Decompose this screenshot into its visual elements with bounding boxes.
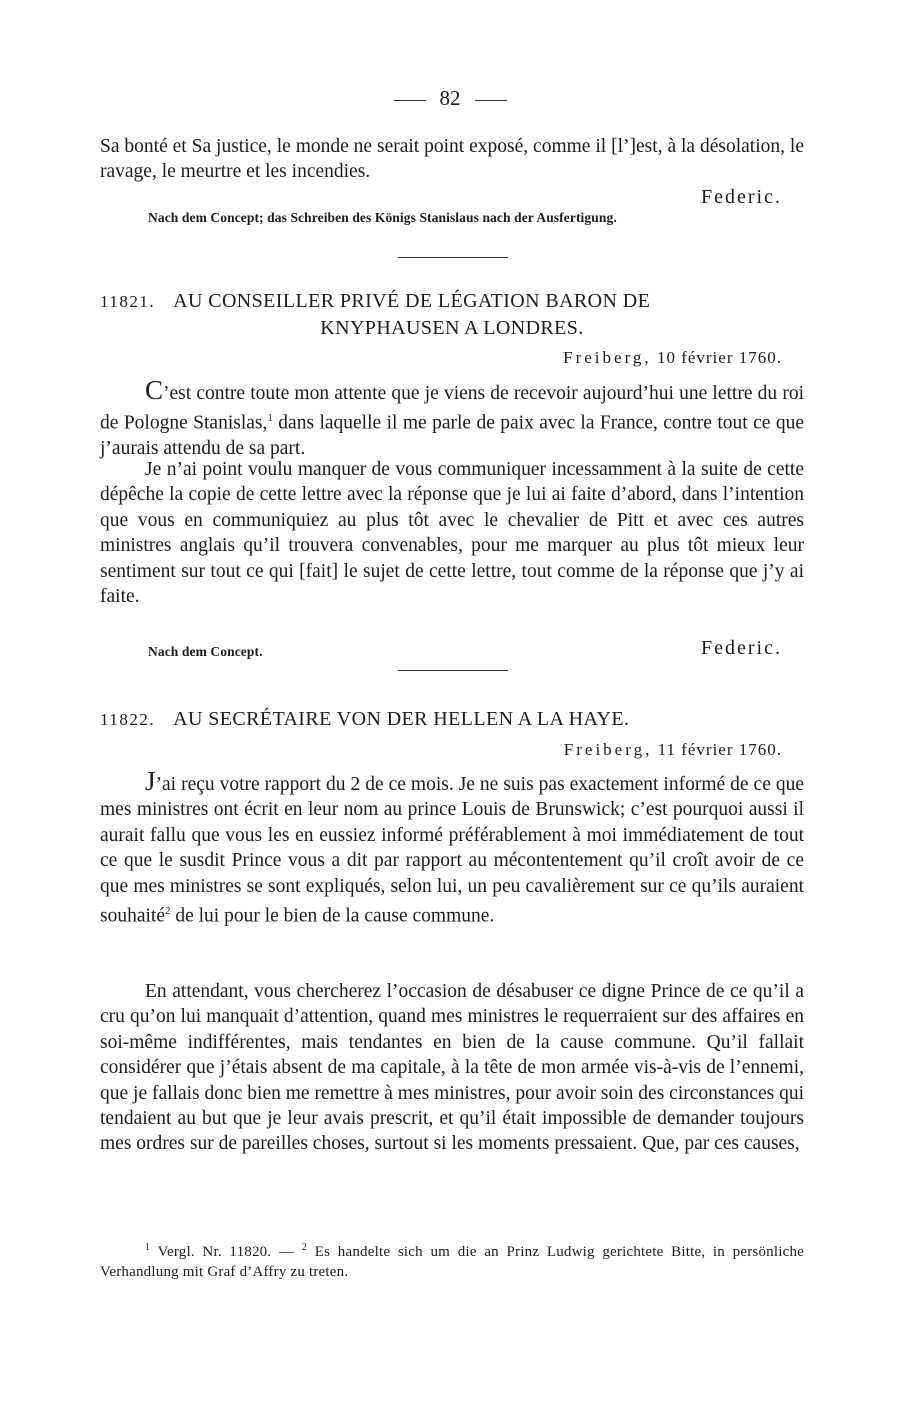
footnotes	[100, 1238, 804, 1282]
paragraph-text: ’ai reçu votre rapport du 2 de ce mois. Je ne suis pas exactement informé de ce que mes ministres ont écrit en leur nom au prince Louis de Brunswick; c’est pourquoi aussi il aurait fallu que vous les en eussiez informé préférablement à moi immédiatement de tout ce que le susdit Prince vous a dit par rapport au mécontentement qu’il croît avoir de ce que mes ministres se sont expliqués, selon lui, un peu cavalièrement sur ce qu’ils auraient souhaité	[100, 774, 804, 927]
letter-11821-paragraph-1	[100, 375, 804, 462]
letter-number: 11822.	[100, 710, 156, 729]
source-note-2: Nach dem Concept.	[148, 644, 263, 659]
dateline-place: Freiberg,	[563, 740, 653, 759]
section-divider-2	[398, 670, 508, 671]
signature-federic-1: Federic.	[701, 186, 782, 208]
paragraph-text-end: de lui pour le bien de la cause commune.	[170, 905, 495, 927]
initial-letter: C	[145, 375, 164, 405]
dateline-11822	[564, 740, 782, 760]
letter-11822-paragraph-2: En attendant, vous chercherez l’occasion de désabuser ce digne Prince de ce qu’il a cru qu’on lui manquait d’attention, quand mes ministres le requerraient sur des affaires en soi-même indifférentes, mais tendantes en bien de la cause commune. Qu’il fallait considérer que j’étais absent de ma capitale, à la tête de mon armée vis-à-vis de l’ennemi, que je fallais donc bien me remettre à mes ministres, pour avoir soin des circonstances qui tendaient au but que je leur avais prescrit, et qu’il était impossible de demander toujours mes ordres sur de pareilles choses, surtout si les moments pressaient. Que, par ces causes,	[100, 981, 804, 1155]
footnote-mark-1: 1	[145, 1242, 151, 1253]
letter-title-line2: KNYPHAUSEN A LONDRES.	[320, 317, 584, 339]
letter-title: AU SECRÉTAIRE VON DER HELLEN A LA HAYE.	[173, 708, 630, 730]
dateline-date: 10 février 1760.	[656, 348, 782, 367]
footnote-2: Es handelte sich um die an Prinz Ludwig gerichtete Bitte, in persönliche Verhandlung mit Graf d’Affry zu treten.	[100, 1244, 804, 1280]
page-header	[0, 86, 900, 111]
page-number: 82	[439, 86, 461, 110]
dateline-place: Freiberg,	[563, 348, 652, 367]
footnote-ref-1: 1	[267, 412, 273, 425]
footnote-mark-2: 2	[301, 1242, 308, 1253]
letter-number: 11821.	[100, 292, 156, 311]
dateline-11821	[563, 348, 782, 368]
section-divider-1	[398, 257, 508, 258]
header-dash-left	[394, 100, 426, 101]
continued-paragraph: Sa bonté et Sa justice, le monde ne serait point exposé, comme il [l’]est, à la désolation, le ravage, le meurtre et les incendies.	[100, 136, 804, 183]
letter-heading-11822	[100, 706, 804, 733]
header-dash-right	[475, 100, 507, 101]
footnote-ref-2: 2	[164, 905, 171, 918]
paragraph-text: ’est contre toute mon attente que je viens de recevoir aujourd’hui une lettre du roi de Pologne Stanislas,	[100, 383, 804, 434]
footnote-1: Vergl. Nr. 11820. —	[150, 1244, 302, 1260]
letter-title-line1: AU CONSEILLER PRIVÉ DE LÉGATION BARON DE	[173, 290, 651, 312]
letter-11822-paragraph-1	[100, 766, 804, 929]
letter-11821-paragraph-2: Je n’ai point voulu manquer de vous communiquer incessamment à la suite de cette dépêche la copie de cette lettre avec la réponse que je lui ai faite d’abord, dans l’intention que vous en communiquiez au plus tôt avec le chevalier de Pitt et avec ces autres ministres anglais qu’il trouvera convenables, pour me marquer au plus tôt mieux leur sentiment sur tout ce qui [fait] le sujet de cette lettre, tout comme de la réponse que j’y ai faite.	[100, 459, 804, 608]
source-note-1: Nach dem Concept; das Schreiben des Königs Stanislaus nach der Ausfertigung.	[148, 210, 617, 225]
initial-letter: J	[145, 766, 156, 796]
letter-heading-11821	[100, 288, 804, 342]
signature-federic-2: Federic.	[701, 637, 782, 659]
dateline-date: 11 février 1760.	[657, 740, 782, 759]
paragraph-text-end: dans laquelle il me parle de paix avec la France, contre tout ce que j’aurais attendu de sa part.	[100, 412, 804, 460]
